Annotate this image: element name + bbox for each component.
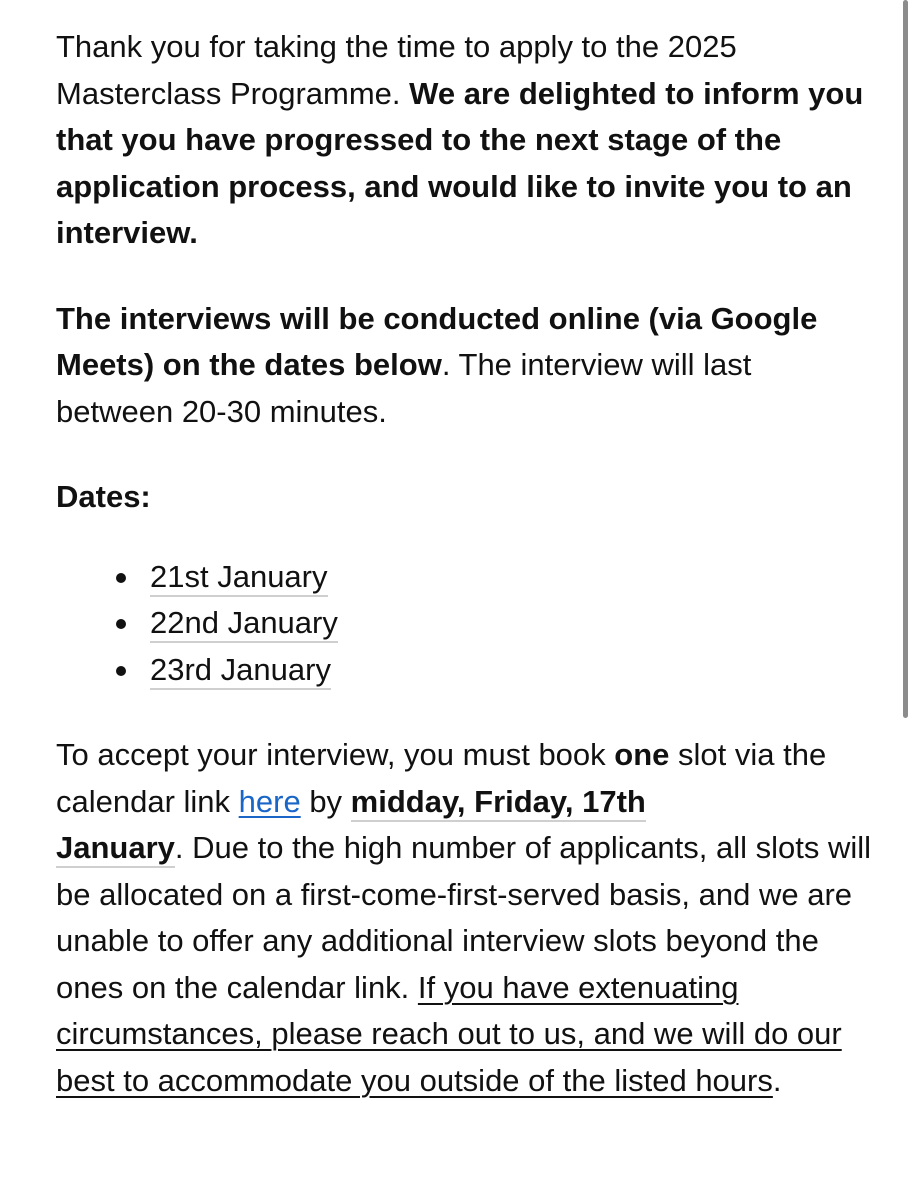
intro-paragraph [56, 24, 876, 257]
booking-one: one [614, 737, 670, 772]
interviews-bold-text: The interviews will be conducted online (via Google Meets) on the dates below [56, 300, 818, 382]
date-item [150, 647, 876, 694]
date-link[interactable]: 23rd January [150, 652, 331, 690]
dates-heading: Dates: [56, 479, 151, 514]
date-item [150, 554, 876, 601]
booking-end: . [772, 1062, 782, 1098]
date-item [150, 600, 876, 647]
booking-text-1: To accept your interview, you must book [56, 737, 615, 772]
booking-text-3: by [300, 783, 351, 819]
intro-text: Thank you for taking the time to apply to the 2025 Masterclass Programme. [56, 29, 737, 111]
booking-text-4: . Due to the high number of applicants, all slots will be allocated on a first-come-first-served basis, and we are unable to offer any additional interview slots beyond the ones on the calendar link. [56, 830, 872, 1005]
deadline-part-1[interactable]: midday, Friday, 17th [351, 784, 646, 822]
email-body [56, 24, 876, 1104]
extenuating-circumstances-text: If you have extenuating circumstances, please reach out to us, and we will do our best to accommodate you outside of the listed hours [56, 969, 842, 1098]
intro-bold-text: We are delighted to inform you that you have progressed to the next stage of the application process, and would like to invite you to an interview. [56, 75, 864, 250]
deadline-part-2[interactable]: January [56, 830, 175, 868]
interviews-text: . The interview will last between 20-30 minutes. [56, 347, 752, 429]
date-link[interactable]: 21st January [150, 559, 328, 597]
dates-list [56, 554, 876, 694]
scrollbar[interactable] [903, 0, 908, 718]
date-link[interactable]: 22nd January [150, 605, 338, 643]
calendar-link[interactable]: here [238, 783, 301, 819]
booking-text-2: slot via the calendar link [56, 737, 827, 819]
interviews-paragraph [56, 296, 876, 436]
booking-paragraph [56, 732, 876, 1104]
